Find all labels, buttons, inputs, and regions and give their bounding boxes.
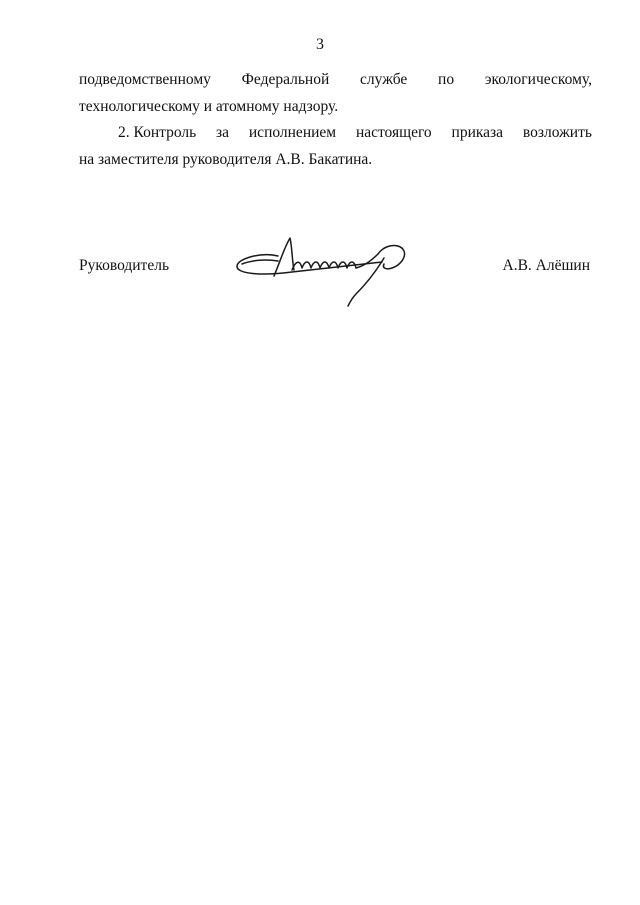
word: приказа [451, 124, 504, 141]
word: подведомственному [79, 71, 211, 88]
word: исполнением [248, 124, 337, 141]
word: экологическому, [484, 71, 592, 88]
paragraph-2-line-2: на заместителя руководителя А.В. Бакатина. [79, 151, 373, 168]
paragraph-2-line-1 [79, 124, 592, 142]
handwritten-signature [232, 232, 414, 308]
word: настоящего [355, 124, 432, 141]
signer-name: А.В. Алёшин [502, 257, 590, 274]
word: возложить [522, 124, 592, 141]
word: Федеральной [241, 71, 330, 88]
word: 2. Контроль [118, 124, 197, 141]
word: по [438, 71, 455, 88]
paragraph-1-line-1 [79, 71, 592, 89]
signer-title: Руководитель [79, 257, 170, 274]
word: службе [360, 71, 408, 88]
page-number: 3 [316, 36, 324, 53]
word: за [216, 124, 230, 141]
paragraph-1-line-2: технологическому и атомному надзору. [79, 98, 339, 115]
